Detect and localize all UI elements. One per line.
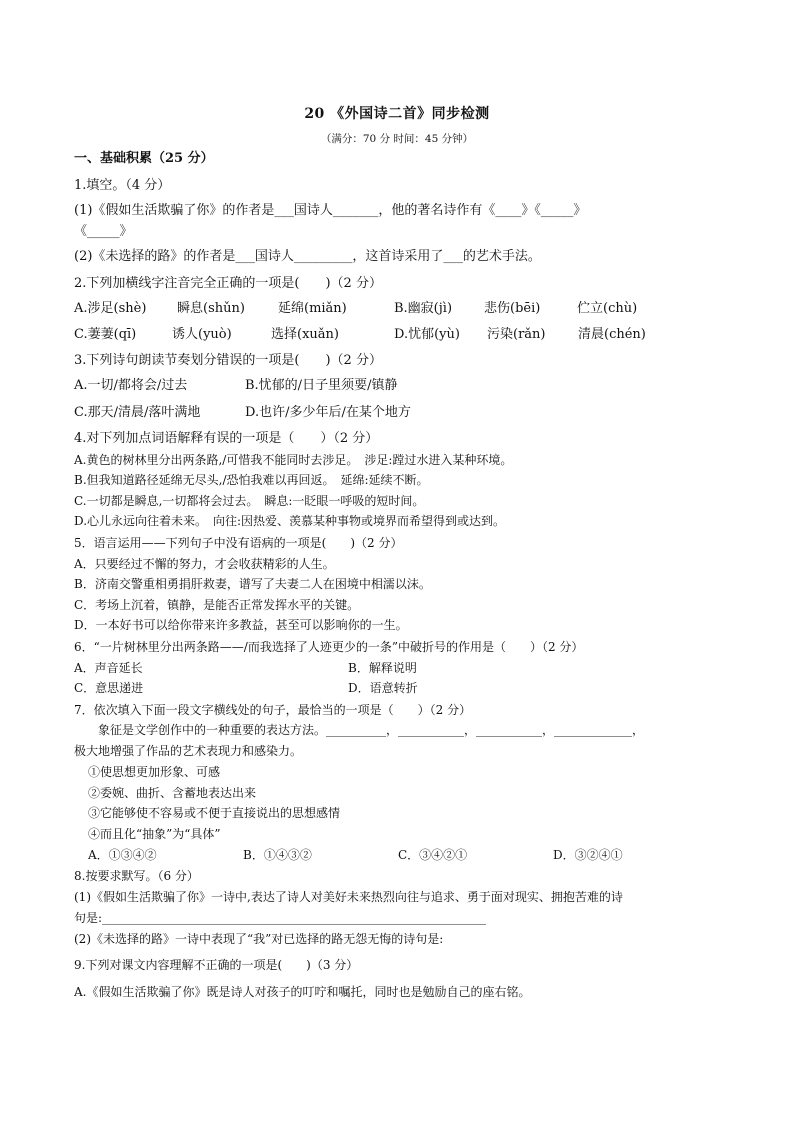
question-8-stem: 8.按要求默写。（6 分） (74, 869, 199, 883)
question-1-line-1b: 《_____》 (74, 224, 133, 239)
option-b: B．解释说明 (348, 661, 417, 675)
option-c-item-3: 选择(xuǎn) (271, 327, 339, 342)
option-d-item-3: 清晨(chén) (578, 327, 646, 342)
option-d: D．语意转折 (348, 681, 418, 695)
option-a-item-2: 瞬息(shǔn) (177, 301, 245, 316)
option-d-item-1: D.忧郁(yù) (394, 327, 460, 342)
question-8-line-2: (2)《未选择的路》一诗中表现了“我”对已选择的路无怨无悔的诗句是: (74, 932, 444, 946)
option-b-item-3: 伫立(chù) (577, 301, 638, 316)
option-c-item-1: C.萋萋(qī) (74, 327, 137, 342)
option-b-item-2: 悲伤(bēi) (484, 301, 541, 316)
option-d: D.心儿永远向往着未来。 向往:因热爱、羡慕某种事物或境界而希望得到或达到。 (74, 514, 506, 528)
option-b-item-1: B.幽寂(jì) (394, 301, 453, 316)
question-5-stem: 5．语言运用——下列句子中没有语病的一项是( )（2 分） (74, 536, 403, 550)
option-d: D.也许/多少年后/在某个地方 (245, 405, 411, 420)
question-7-stem: 7．依次填入下面一段文字横线处的句子，最恰当的一项是（ ）（2 分） (74, 703, 472, 717)
question-9-stem: 9.下列对课文内容理解不正确的一项是( )（3 分） (74, 958, 359, 972)
option-b: B．①④③② (243, 848, 312, 862)
question-7-paragraph-2: 极大地增强了作品的艺术表现力和感染力。 (74, 744, 303, 758)
question-6-stem: 6．“一片树林里分出两条路——/而我选择了人迹更少的一条”中破折号的作用是（ ）（2 分） (74, 640, 584, 654)
page-title: 20 《外国诗二首》同步检测 (304, 106, 490, 122)
question-7-item-1: ①使思想更加形象、可感 (88, 765, 221, 779)
question-7-item-3: ③它能够使不容易或不便于直接说出的思想感情 (88, 806, 341, 820)
option-a: A.一切/都将会/过去 (74, 378, 188, 393)
option-a-item-1: A.涉足(shè) (74, 301, 147, 316)
question-8-line-1: (1)《假如生活欺骗了你》一诗中,表达了诗人对美好未来热烈向往与追求、勇于面对现实、拥抱苦难的诗 (74, 890, 623, 904)
question-4-stem: 4.对下列加点词语解释有误的一项是（ ）（2 分） (74, 431, 379, 446)
option-d: D．一本好书可以给你带来许多教益，甚至可以影响你的一生。 (74, 618, 408, 632)
option-a: A．只要经过不懈的努力，才会收获精彩的人生。 (74, 557, 335, 571)
section-heading: 一、基础积累（25 分） (74, 151, 214, 166)
question-2-stem: 2.下列加横线字注音完全正确的一项是( )（2 分） (74, 276, 382, 291)
question-7-item-2: ②委婉、曲折、含蓄地表达出来 (88, 786, 257, 800)
question-7-item-4: ④而且化“抽象”为“具体” (88, 827, 221, 841)
option-a: A.黄色的树林里分出两条路,/可惜我不能同时去涉足。 涉足:蹚过水进入某种环境。 (74, 453, 513, 467)
question-1-line-2: (2)《未选择的路》的作者是___国诗人_________，这首诗采用了___的艺术手法。 (74, 249, 541, 264)
question-8-line-1b: 句是:________________________________________________________________ (74, 911, 487, 925)
page-subtitle: （满分：70 分 时间：45 分钟） (320, 133, 474, 145)
option-b: B.但我知道路径延绵无尽头,/恐怕我难以再回返。 延绵:延续不断。 (74, 473, 429, 487)
option-c: C．③④②① (398, 848, 468, 862)
question-1-line-1: (1)《假如生活欺骗了你》的作者是___国诗人_______，他的著名诗作有《____》《_____》 (74, 203, 587, 218)
option-b: B．济南交警重相勇捐肝救妻，谱写了夫妻二人在困境中相濡以沫。 (74, 577, 431, 591)
option-a: A.《假如生活欺骗了你》既是诗人对孩子的叮咛和嘱托，同时也是勉励自己的座右铭。 (74, 985, 531, 999)
question-7-paragraph-1: 象征是文学创作中的一种重要的表达方法。__________，___________，___________，_____________， (74, 723, 645, 737)
option-d-item-2: 污染(rǎn) (487, 327, 546, 342)
option-a: A．①③④② (88, 848, 157, 862)
option-a-item-3: 延绵(miǎn) (278, 301, 347, 316)
question-3-stem: 3.下列诗句朗读节奏划分错误的一项是( )（2 分） (74, 353, 382, 368)
option-a: A．声音延长 (74, 661, 143, 675)
question-1-stem: 1.填空。（4 分） (74, 178, 171, 193)
option-d: D．③②④① (553, 848, 623, 862)
option-c: C.那天/清晨/落叶满地 (74, 405, 201, 420)
option-b: B.忧郁的/日子里须要/镇静 (245, 378, 398, 393)
option-c: C.一切都是瞬息,一切都将会过去。 瞬息:一眨眼一呼吸的短时间。 (74, 494, 425, 508)
option-c: C．考场上沉着，镇静，是能否正常发挥水平的关键。 (74, 598, 360, 612)
option-c: C．意思递进 (74, 681, 144, 695)
option-c-item-2: 诱人(yuò) (172, 327, 232, 342)
